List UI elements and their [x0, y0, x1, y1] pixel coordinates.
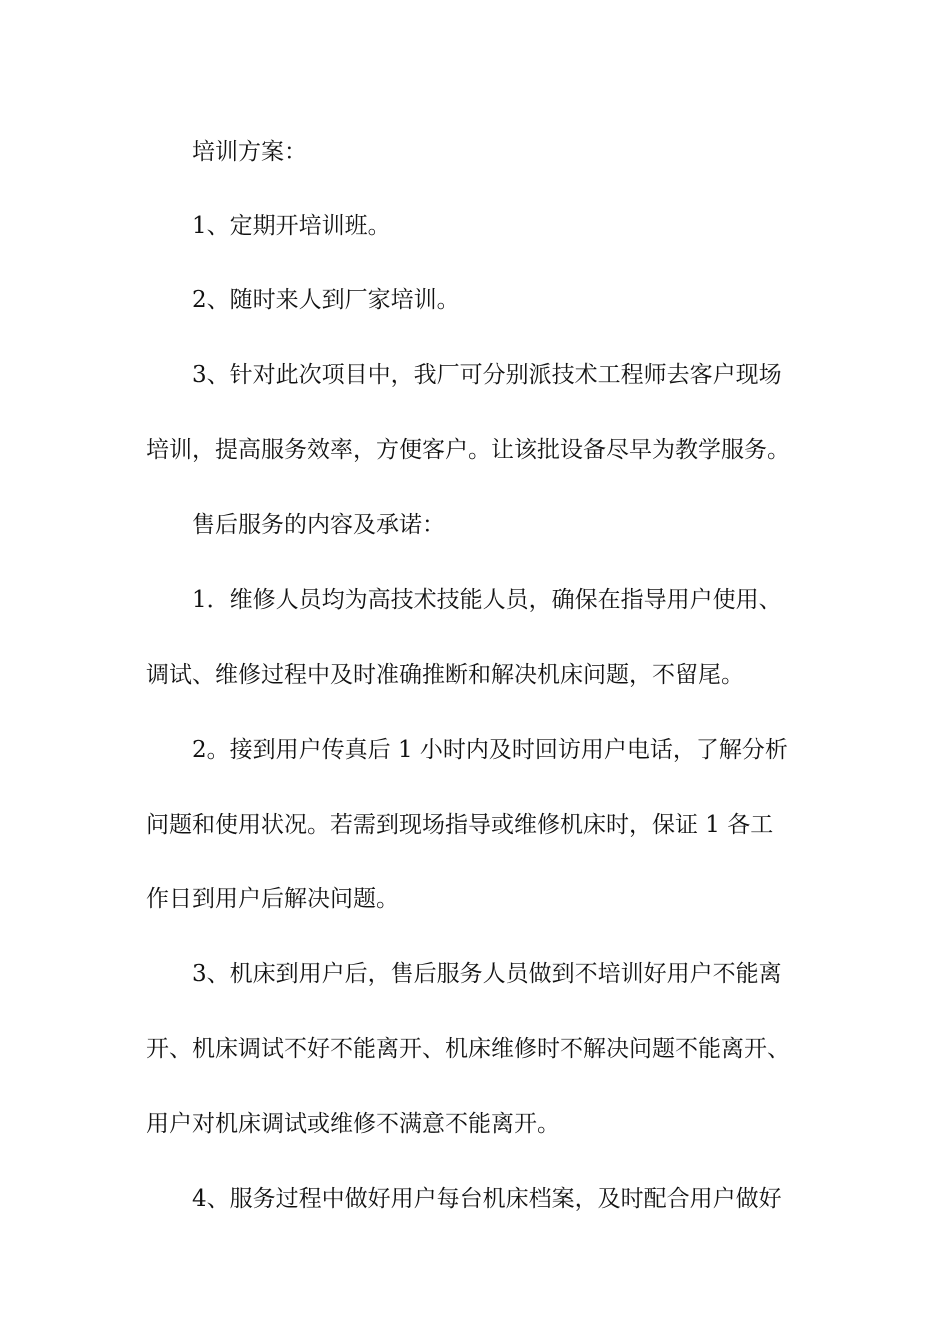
- paragraph-line: 问题和使用状况。若需到现场指导或维修机床时，保证 1 各工: [146, 812, 774, 838]
- paragraph-line: 用户对机床调试或维修不满意不能离开。: [146, 1111, 560, 1137]
- paragraph-line: 4、服务过程中做好用户每台机床档案，及时配合用户做好: [192, 1186, 782, 1212]
- paragraph-line: 开、机床调试不好不能离开、机床维修时不解决问题不能离开、: [146, 1036, 790, 1062]
- after-sales-heading: 售后服务的内容及承诺：: [192, 512, 445, 538]
- paragraph-line: 1、定期开培训班。: [192, 213, 391, 239]
- paragraph-line: 调试、维修过程中及时准确推断和解决机床问题，不留尾。: [146, 662, 744, 688]
- paragraph-line: 3、机床到用户后，售后服务人员做到不培训好用户不能离: [192, 961, 782, 987]
- paragraph-line: 2、随时来人到厂家培训。: [192, 287, 460, 313]
- paragraph-line: 3、针对此次项目中，我厂可分别派技术工程师去客户现场: [192, 362, 782, 388]
- paragraph-line: 2。接到用户传真后 1 小时内及时回访用户电话，了解分析: [192, 737, 788, 763]
- training-plan-heading: 培训方案：: [192, 139, 307, 165]
- paragraph-line: 1．维修人员均为高技术技能人员，确保在指导用户使用、: [192, 587, 782, 613]
- paragraph-line: 培训，提高服务效率，方便客户。让该批设备尽早为教学服务。: [146, 437, 790, 463]
- paragraph-line: 作日到用户后解决问题。: [146, 886, 399, 912]
